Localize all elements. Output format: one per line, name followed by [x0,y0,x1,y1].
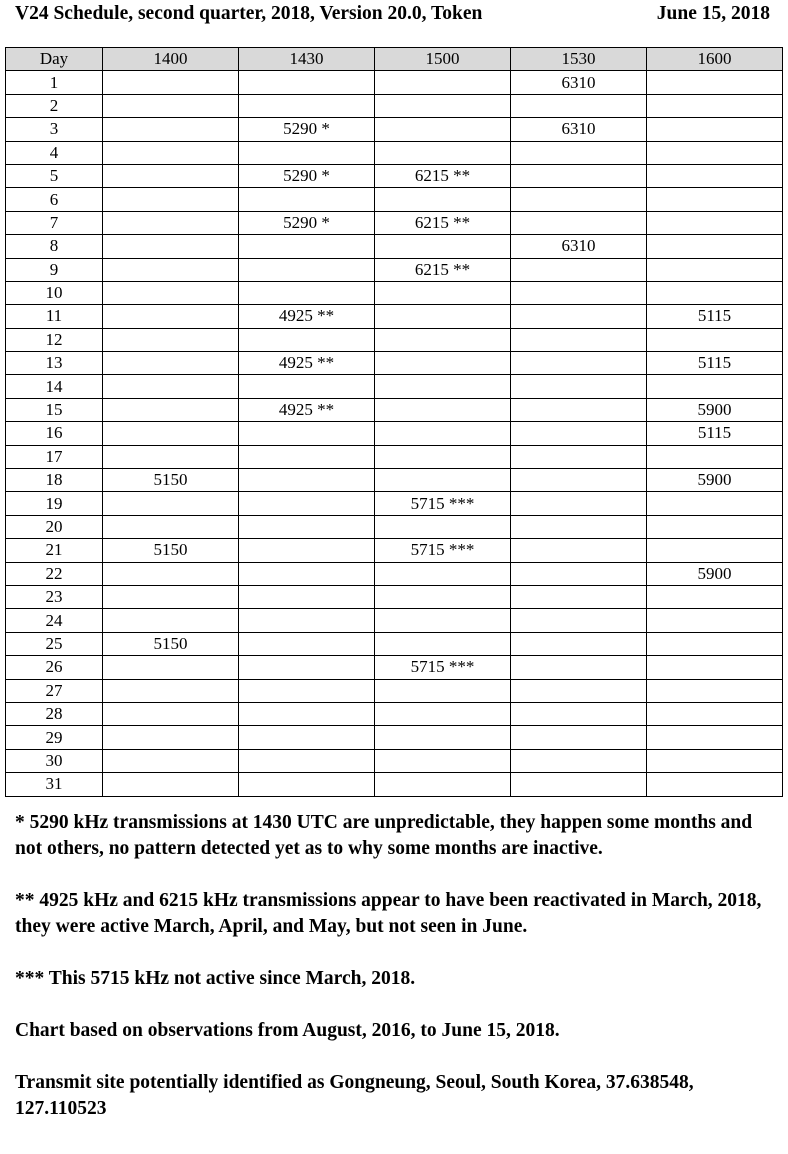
frequency-cell [103,188,239,211]
frequency-cell: 6215 ** [375,164,511,187]
day-cell: 3 [6,118,103,141]
frequency-cell [511,539,647,562]
frequency-cell [511,164,647,187]
day-cell: 31 [6,773,103,796]
frequency-cell [375,188,511,211]
day-cell: 22 [6,562,103,585]
frequency-cell [511,375,647,398]
schedule-table-body [6,71,783,796]
table-row [6,141,783,164]
footnote: *** This 5715 kHz not active since March, 2018. [15,968,416,989]
day-cell: 19 [6,492,103,515]
frequency-cell: 5715 *** [375,656,511,679]
day-cell: 23 [6,585,103,608]
frequency-cell [647,515,783,538]
table-row [6,773,783,796]
day-cell: 9 [6,258,103,281]
frequency-cell [103,118,239,141]
day-cell: 26 [6,656,103,679]
frequency-cell [239,492,375,515]
day-cell: 25 [6,632,103,655]
footnote: Chart based on observations from August, 2016, to June 15, 2018. [15,1020,560,1041]
schedule-table [5,47,783,797]
table-row [6,398,783,421]
frequency-cell [375,702,511,725]
frequency-cell [103,305,239,328]
frequency-cell [103,94,239,117]
frequency-cell: 6215 ** [375,258,511,281]
frequency-cell [375,749,511,772]
table-row [6,164,783,187]
day-cell: 4 [6,141,103,164]
document-header [15,3,770,25]
column-header: 1400 [103,48,239,71]
column-header: 1600 [647,48,783,71]
frequency-cell [103,235,239,258]
column-header: 1530 [511,48,647,71]
day-cell: 20 [6,515,103,538]
day-cell: 28 [6,702,103,725]
day-cell: 11 [6,305,103,328]
frequency-cell: 5150 [103,469,239,492]
frequency-cell [511,773,647,796]
frequency-cell: 6310 [511,235,647,258]
frequency-cell [103,258,239,281]
footnote: * 5290 kHz transmissions at 1430 UTC are unpredictable, they happen some months and not others, no pattern detected yet as to why some months are inactive. [15,812,753,859]
frequency-cell: 5290 * [239,164,375,187]
frequency-cell [511,281,647,304]
day-cell: 2 [6,94,103,117]
frequency-cell [239,422,375,445]
frequency-cell [647,235,783,258]
frequency-cell [103,352,239,375]
frequency-cell [103,609,239,632]
frequency-cell [103,398,239,421]
frequency-cell [103,562,239,585]
frequency-cell: 4925 ** [239,398,375,421]
frequency-cell [239,445,375,468]
frequency-cell [511,211,647,234]
table-row [6,679,783,702]
frequency-cell [239,609,375,632]
frequency-cell: 5115 [647,305,783,328]
day-cell: 5 [6,164,103,187]
frequency-cell: 6310 [511,71,647,94]
frequency-cell [647,118,783,141]
document-title: V24 Schedule, second quarter, 2018, Version 20.0, Token [15,3,483,24]
day-cell: 18 [6,469,103,492]
frequency-cell [239,702,375,725]
frequency-cell [647,258,783,281]
frequency-cell [375,141,511,164]
frequency-cell [511,749,647,772]
frequency-cell [647,656,783,679]
frequency-cell: 5150 [103,632,239,655]
frequency-cell [375,118,511,141]
frequency-cell: 5115 [647,422,783,445]
day-cell: 8 [6,235,103,258]
frequency-cell [647,281,783,304]
frequency-cell [375,235,511,258]
frequency-cell [375,609,511,632]
column-header: 1430 [239,48,375,71]
column-header: 1500 [375,48,511,71]
frequency-cell [103,445,239,468]
frequency-cell: 6215 ** [375,211,511,234]
frequency-cell: 5715 *** [375,492,511,515]
table-row [6,702,783,725]
frequency-cell [239,656,375,679]
frequency-cell [375,515,511,538]
frequency-cell [239,258,375,281]
day-cell: 10 [6,281,103,304]
frequency-cell: 6310 [511,118,647,141]
footnote: ** 4925 kHz and 6215 kHz transmissions appear to have been reactivated in March, 2018, they were active March, April, and May, but not seen in June. [15,890,762,937]
frequency-cell [375,398,511,421]
frequency-cell [375,422,511,445]
table-row [6,71,783,94]
frequency-cell [647,188,783,211]
frequency-cell [647,492,783,515]
table-row [6,305,783,328]
frequency-cell [103,492,239,515]
table-row [6,562,783,585]
frequency-cell [511,352,647,375]
table-row [6,328,783,351]
frequency-cell [239,94,375,117]
frequency-cell [511,141,647,164]
document-date: June 15, 2018 [656,3,770,24]
table-row [6,515,783,538]
frequency-cell [511,328,647,351]
frequency-cell [239,141,375,164]
day-cell: 30 [6,749,103,772]
table-row [6,492,783,515]
frequency-cell [647,539,783,562]
frequency-cell [647,702,783,725]
frequency-cell [647,445,783,468]
table-row [6,726,783,749]
frequency-cell [375,94,511,117]
frequency-cell [103,422,239,445]
frequency-cell [103,71,239,94]
schedule-table-header [6,48,783,71]
frequency-cell [375,305,511,328]
frequency-cell [239,679,375,702]
frequency-cell [511,188,647,211]
column-header: Day [6,48,103,71]
table-row [6,188,783,211]
frequency-cell [103,281,239,304]
frequency-cell [103,679,239,702]
frequency-cell [511,562,647,585]
frequency-cell [239,749,375,772]
frequency-cell: 5715 *** [375,539,511,562]
frequency-cell [375,679,511,702]
footnotes [15,810,775,1122]
frequency-cell [103,164,239,187]
frequency-cell [647,211,783,234]
table-row [6,609,783,632]
frequency-cell [647,94,783,117]
frequency-cell [239,515,375,538]
table-row [6,632,783,655]
frequency-cell [647,375,783,398]
frequency-cell [239,469,375,492]
footnote: Transmit site potentially identified as Gongneung, Seoul, South Korea, 37.638548, 127.110523 [15,1072,694,1119]
frequency-cell [511,258,647,281]
frequency-cell [511,94,647,117]
frequency-cell [103,773,239,796]
frequency-cell [103,328,239,351]
table-row [6,749,783,772]
table-row [6,375,783,398]
day-cell: 16 [6,422,103,445]
frequency-cell [511,492,647,515]
frequency-cell [647,71,783,94]
day-cell: 14 [6,375,103,398]
day-cell: 6 [6,188,103,211]
frequency-cell [647,632,783,655]
frequency-cell [103,515,239,538]
frequency-cell: 5290 * [239,118,375,141]
frequency-cell [239,585,375,608]
frequency-cell [375,469,511,492]
frequency-cell [103,726,239,749]
frequency-cell [375,632,511,655]
header-row [6,48,783,71]
table-row [6,118,783,141]
frequency-cell [375,352,511,375]
frequency-cell [375,281,511,304]
frequency-cell [647,585,783,608]
frequency-cell [511,422,647,445]
day-cell: 15 [6,398,103,421]
day-cell: 24 [6,609,103,632]
frequency-cell [647,164,783,187]
frequency-cell [239,562,375,585]
day-cell: 13 [6,352,103,375]
day-cell: 7 [6,211,103,234]
frequency-cell [647,328,783,351]
frequency-cell [103,375,239,398]
table-row [6,445,783,468]
frequency-cell [647,726,783,749]
frequency-cell [511,632,647,655]
frequency-cell [511,656,647,679]
day-cell: 21 [6,539,103,562]
frequency-cell [511,469,647,492]
frequency-cell [103,702,239,725]
frequency-cell [375,562,511,585]
table-row [6,656,783,679]
table-row [6,94,783,117]
frequency-cell [647,749,783,772]
frequency-cell [239,281,375,304]
frequency-cell: 4925 ** [239,352,375,375]
day-cell: 12 [6,328,103,351]
frequency-cell [239,632,375,655]
frequency-cell: 5290 * [239,211,375,234]
frequency-cell [103,211,239,234]
frequency-cell [375,71,511,94]
frequency-cell [239,539,375,562]
frequency-cell [647,773,783,796]
frequency-cell [511,515,647,538]
frequency-cell [647,141,783,164]
frequency-cell [239,375,375,398]
day-cell: 27 [6,679,103,702]
table-row [6,539,783,562]
frequency-cell [239,188,375,211]
table-row [6,258,783,281]
frequency-cell [511,398,647,421]
frequency-cell [239,235,375,258]
frequency-cell [511,726,647,749]
table-row [6,235,783,258]
frequency-cell [239,71,375,94]
table-row [6,585,783,608]
frequency-cell [375,375,511,398]
frequency-cell [239,726,375,749]
frequency-cell [375,726,511,749]
frequency-cell [239,328,375,351]
frequency-cell [511,609,647,632]
frequency-cell [511,305,647,328]
frequency-cell [239,773,375,796]
frequency-cell [103,585,239,608]
frequency-cell: 5150 [103,539,239,562]
table-row [6,469,783,492]
frequency-cell: 5115 [647,352,783,375]
frequency-cell: 5900 [647,398,783,421]
frequency-cell [375,445,511,468]
frequency-cell [375,773,511,796]
frequency-cell [511,585,647,608]
frequency-cell [511,702,647,725]
frequency-cell: 5900 [647,562,783,585]
frequency-cell [511,679,647,702]
frequency-cell [511,445,647,468]
frequency-cell [375,585,511,608]
day-cell: 17 [6,445,103,468]
frequency-cell [103,141,239,164]
day-cell: 29 [6,726,103,749]
day-cell: 1 [6,71,103,94]
frequency-cell: 5900 [647,469,783,492]
frequency-cell [103,749,239,772]
frequency-cell [647,679,783,702]
frequency-cell [375,328,511,351]
frequency-cell [103,656,239,679]
table-row [6,352,783,375]
table-row [6,281,783,304]
table-row [6,211,783,234]
frequency-cell [647,609,783,632]
table-row [6,422,783,445]
frequency-cell: 4925 ** [239,305,375,328]
